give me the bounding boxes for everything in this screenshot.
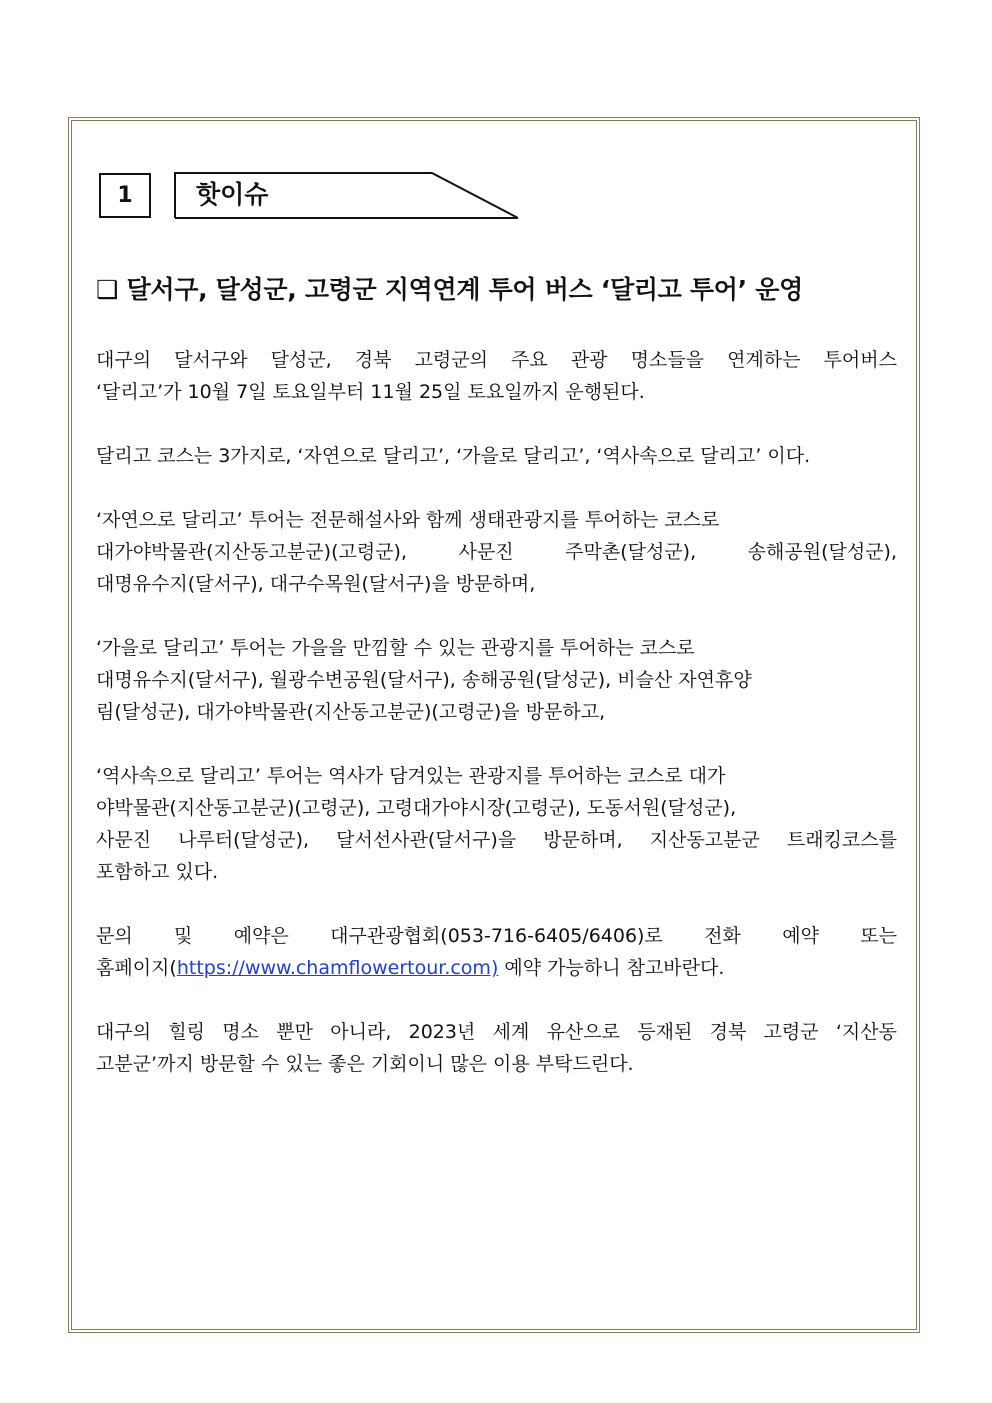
paragraph-autumn-course (96, 632, 897, 728)
paragraph-line: ‘달리고’가 10월 7일 토요일부터 11월 25일 토요일까지 운행된다. (96, 381, 645, 403)
paragraph-line: 림(달성군), 대가야박물관(지산동고분군)(고령군)을 방문하고, (96, 701, 606, 723)
homepage-prefix: 홈페이지( (96, 957, 177, 979)
paragraph-line: ‘역사속으로 달리고’ 투어는 역사가 담겨있는 관광지를 투어하는 코스로 대가 (96, 765, 726, 787)
paragraph-nature-course (96, 504, 897, 600)
paragraph-line: 문의 및 예약은 대구관광협회(053-716-6405/6406)로 전화 예약 또는 (96, 925, 897, 947)
paragraph-history-course (96, 760, 897, 888)
paragraph-reservation (96, 920, 897, 984)
homepage-suffix: 예약 가능하니 참고바란다. (498, 957, 725, 979)
paragraph-line: 대명유수지(달서구), 월광수변공원(달서구), 송해공원(달성군), 비슬산 자연휴양 (96, 669, 752, 691)
section-number: 1 (99, 173, 151, 218)
paragraph-line: 포함하고 있다. (96, 861, 219, 883)
paragraph-intro (96, 344, 897, 408)
paragraph-courses (96, 440, 897, 472)
paragraph-line: 대명유수지(달서구), 대구수목원(달서구)을 방문하며, (96, 573, 536, 595)
paragraph-line: 고분군’까지 방문할 수 있는 좋은 기회이니 많은 이용 부탁드린다. (96, 1053, 634, 1075)
paragraph-line: ‘가을로 달리고’ 투어는 가을을 만낌할 수 있는 관광지를 투어하는 코스로 (96, 637, 695, 659)
paragraph-line: 야박물관(지산동고분군)(고령군), 고령대가야시장(고령군), 도동서원(달성군), (96, 797, 737, 819)
paragraph-line: 대가야박물관(지산동고분군)(고령군), 사문진 주막촌(달성군), 송해공원(달성군), (96, 541, 897, 563)
paragraph-closing (96, 1016, 897, 1080)
paragraph-line: 대구의 달서구와 달성군, 경북 고령군의 주요 관광 명소들을 연계하는 투어버스 (96, 349, 897, 371)
article-heading: ❑ 달서구, 달성군, 고령군 지역연계 투어 버스 ‘달리고 투어’ 운영 (96, 275, 803, 304)
homepage-link[interactable]: https://www.chamflowertour.com) (176, 957, 499, 979)
paragraph-line: ‘자연으로 달리고’ 투어는 전문해설사와 함께 생태관광지를 투어하는 코스로 (96, 509, 720, 531)
paragraph-line (96, 952, 897, 984)
paragraph-line: 대구의 힐링 명소 뿐만 아니라, 2023년 세계 유산으로 등재된 경북 고령군 ‘지산동 (96, 1021, 897, 1043)
paragraph-line: 사문진 나루터(달성군), 달서선사관(달서구)을 방문하며, 지산동고분군 트래킹코스를 (96, 829, 897, 851)
paragraph-line: 달리고 코스는 3가지로, ‘자연으로 달리고’, ‘가을로 달리고’, ‘역사속으로 달리고’ 이다. (96, 445, 811, 467)
section-title: 핫이슈 (196, 180, 269, 209)
